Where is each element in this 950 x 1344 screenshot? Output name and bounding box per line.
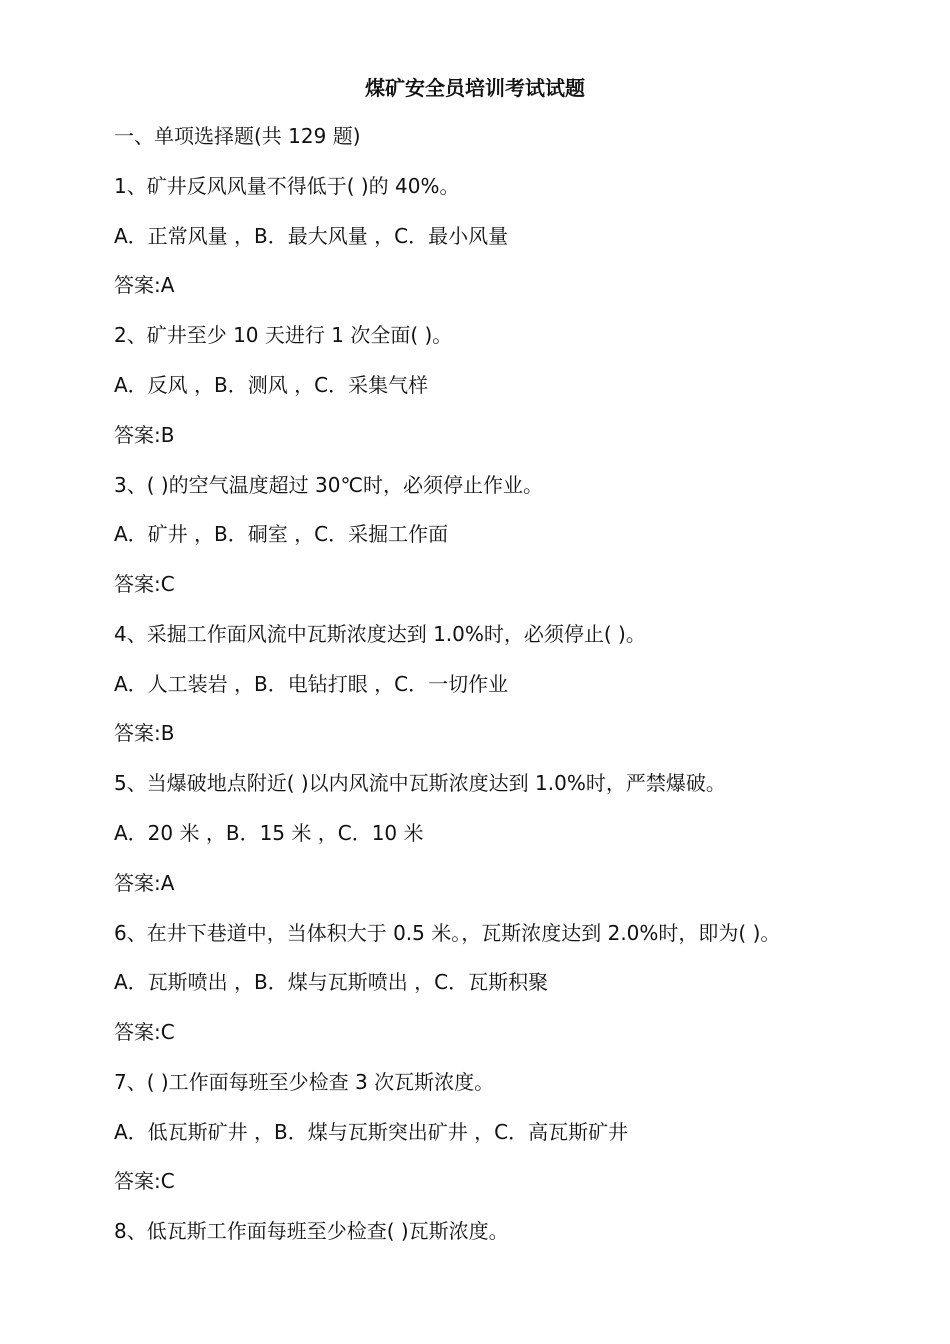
answer-7: 答案:C [114,1169,175,1193]
section-heading: 一、单项选择题(共 129 题) [114,124,361,148]
question-4: 4、采掘工作面风流中瓦斯浓度达到 1.0%时，必须停止( )。 [114,622,646,646]
answer-3: 答案:C [114,572,175,596]
answer-6: 答案:C [114,1020,175,1044]
question-2: 2、矿井至少 10 天进行 1 次全面( )。 [114,323,453,347]
document-title: 煤矿安全员培训考试试题 [365,76,585,100]
question-7: 7、( )工作面每班至少检查 3 次瓦斯浓度。 [114,1070,495,1094]
question-3: 3、( )的空气温度超过 30℃时，必须停止作业。 [114,473,543,497]
options-2: A．反风 ，B．测风 ，C．采集气样 [114,373,429,397]
answer-5: 答案:A [114,871,175,895]
answer-2: 答案:B [114,423,175,447]
options-3: A．矿井 ，B．硐室 ，C．采掘工作面 [114,522,449,546]
options-7: A．低瓦斯矿井 ，B．煤与瓦斯突出矿井 ，C．高瓦斯矿井 [114,1120,629,1144]
options-1: A．正常风量 ，B．最大风量 ，C．最小风量 [114,224,509,248]
options-6: A．瓦斯喷出 ，B．煤与瓦斯喷出 ，C．瓦斯积聚 [114,970,549,994]
answer-4: 答案:B [114,721,175,745]
options-5: A．20 米 ，B．15 米 ，C．10 米 [114,821,424,845]
question-5: 5、当爆破地点附近( )以内风流中瓦斯浓度达到 1.0%时，严禁爆破。 [114,771,726,795]
question-1: 1、矿井反风风量不得低于( )的 40%。 [114,174,460,198]
question-6: 6、在井下巷道中，当体积大于 0.5 米。，瓦斯浓度达到 2.0%时，即为( )。 [114,921,781,945]
question-8: 8、低瓦斯工作面每班至少检查( )瓦斯浓度。 [114,1219,509,1243]
answer-1: 答案:A [114,273,175,297]
options-4: A．人工装岩 ，B．电钻打眼 ，C．一切作业 [114,672,509,696]
